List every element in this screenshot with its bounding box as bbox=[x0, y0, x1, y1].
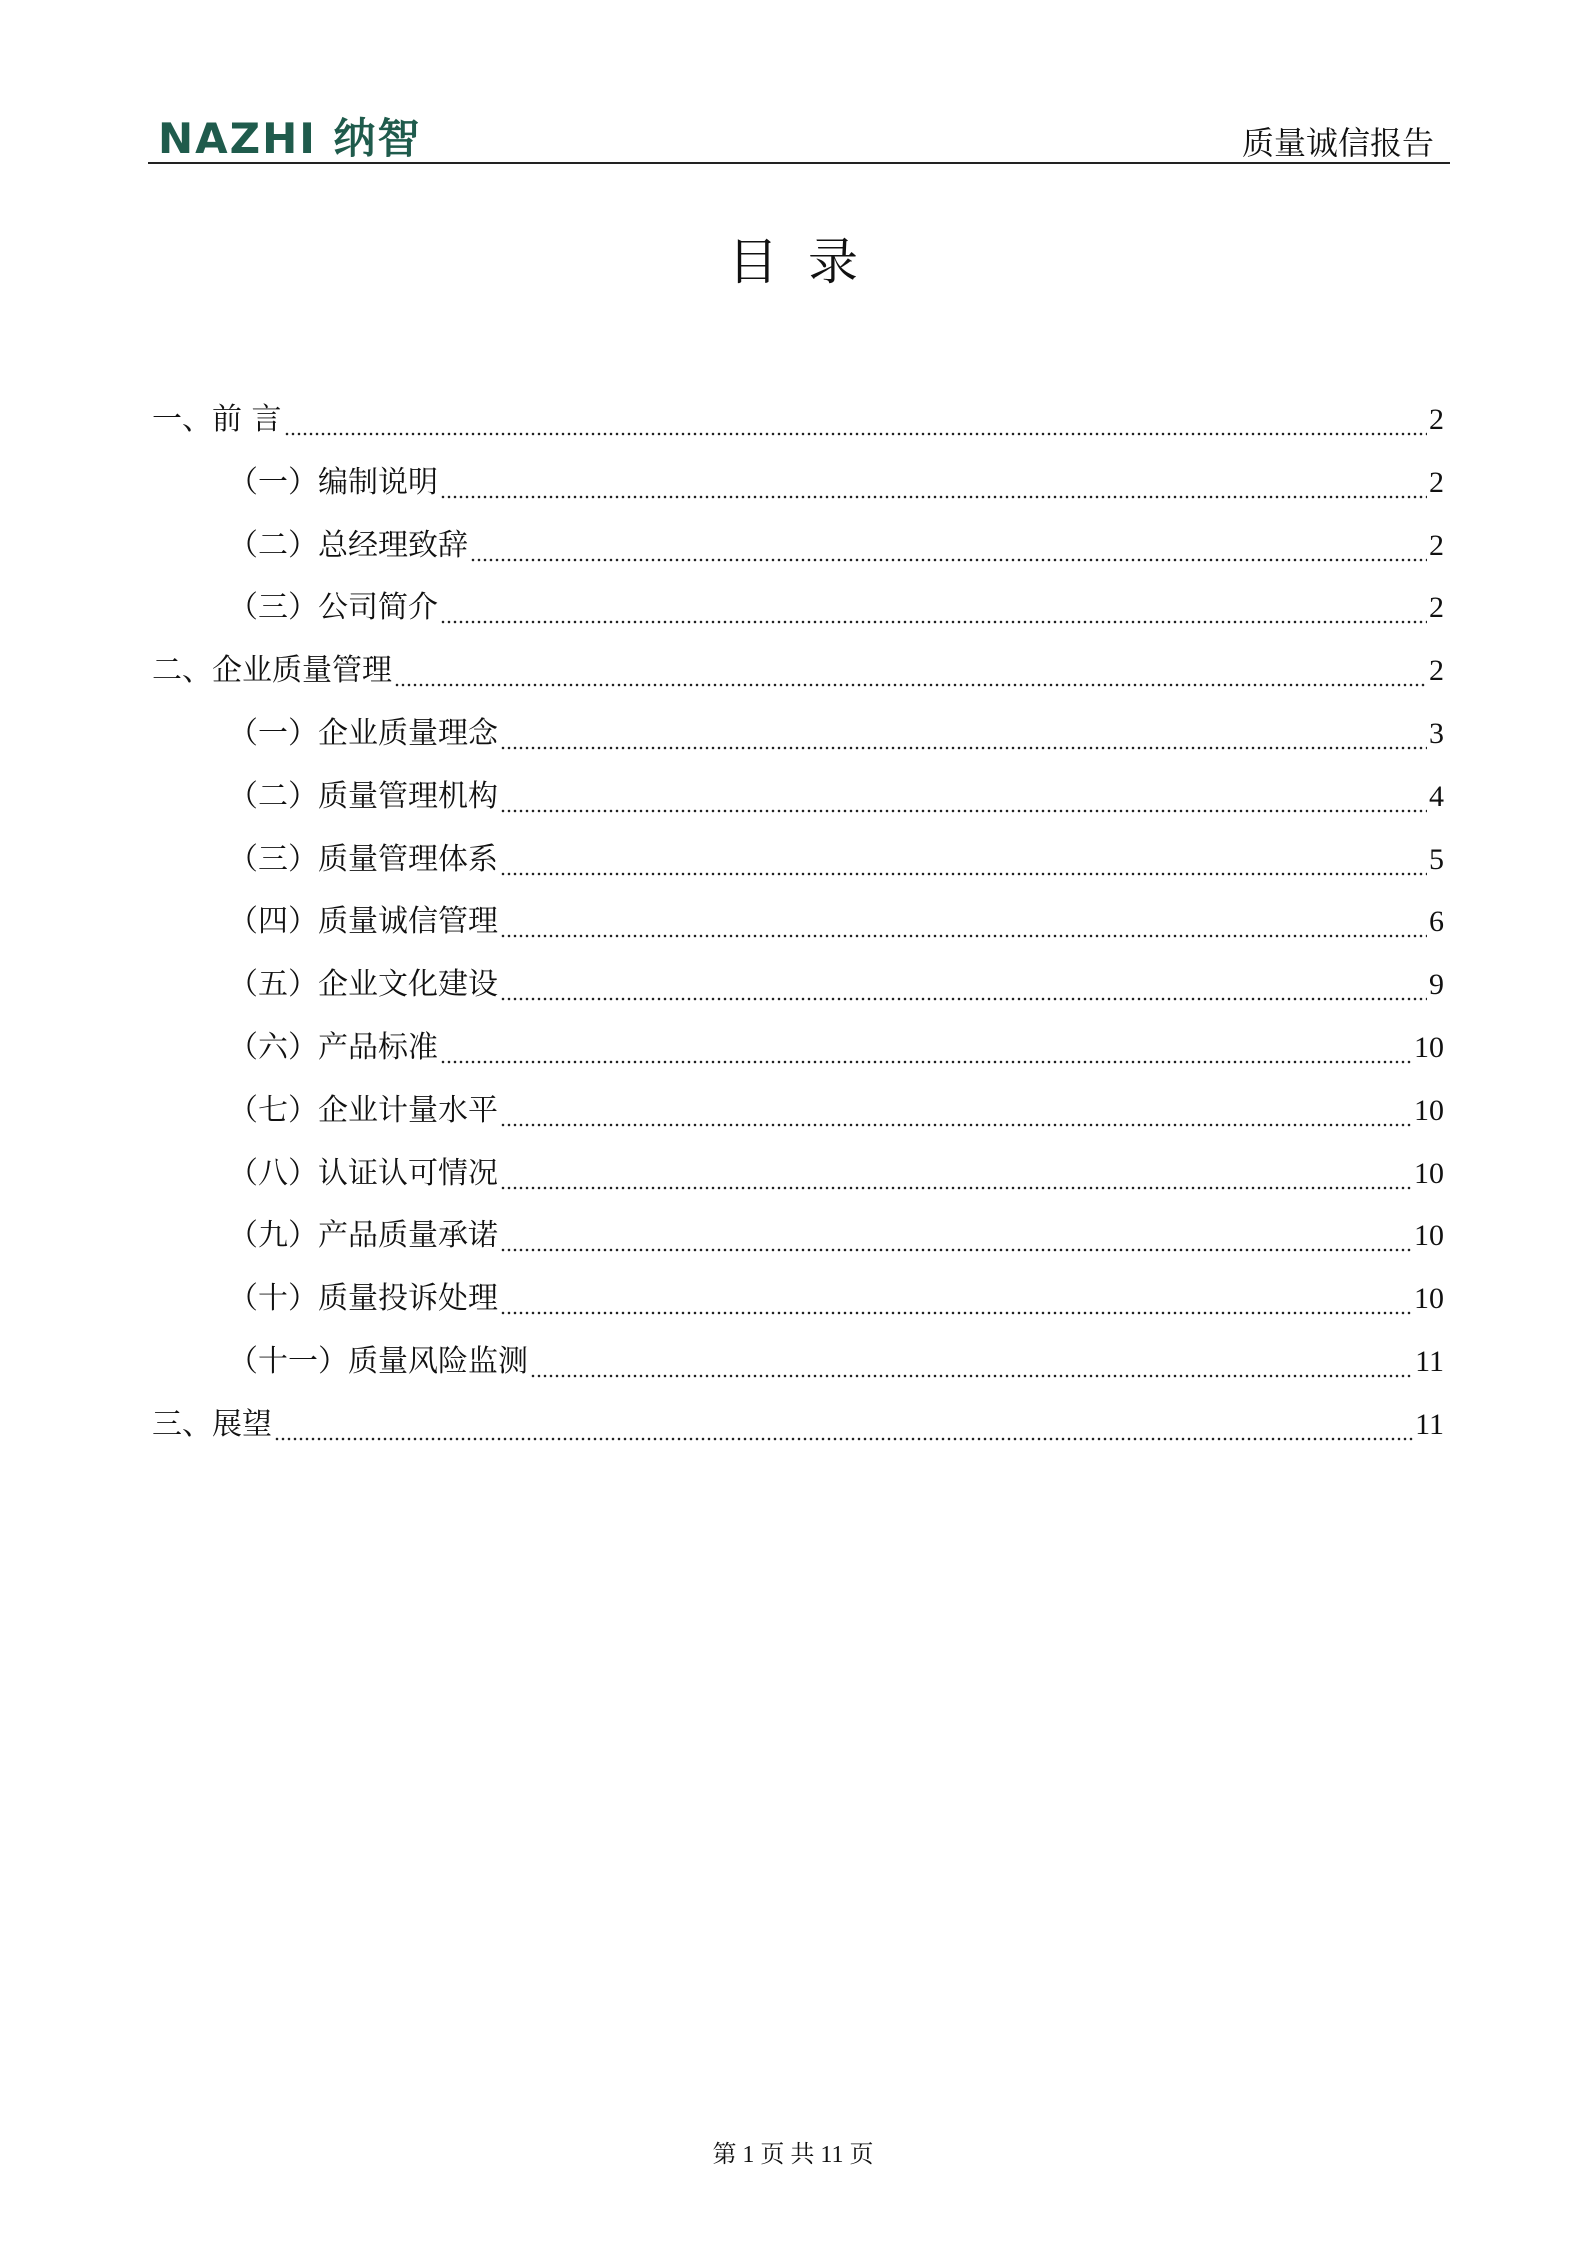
toc-entry-page-number: 5 bbox=[1429, 843, 1444, 876]
toc-entry-page-number: 10 bbox=[1414, 1094, 1444, 1127]
toc-entry-label: （十）质量投诉处理 bbox=[228, 1281, 498, 1316]
toc-entry-label: （四）质量诚信管理 bbox=[228, 904, 498, 939]
toc-entry-page-number: 2 bbox=[1429, 403, 1444, 436]
toc-entry[interactable] bbox=[228, 900, 1444, 944]
toc-entry-label: （一）企业质量理念 bbox=[228, 716, 498, 751]
page-header bbox=[148, 100, 1450, 164]
toc-dot-leader bbox=[500, 712, 1427, 756]
toc-entry[interactable] bbox=[228, 775, 1444, 819]
toc-entry[interactable] bbox=[228, 1340, 1444, 1384]
toc-entry[interactable] bbox=[228, 586, 1444, 630]
toc-entry[interactable] bbox=[228, 963, 1444, 1007]
toc-entry-label: （六）产品标准 bbox=[228, 1030, 438, 1065]
toc-entry[interactable] bbox=[152, 398, 1444, 442]
toc-dot-leader bbox=[440, 1026, 1412, 1070]
toc-entry-page-number: 4 bbox=[1429, 780, 1444, 813]
toc-entry[interactable] bbox=[228, 461, 1444, 505]
toc-dot-leader bbox=[470, 524, 1427, 568]
toc-entry-page-number: 10 bbox=[1414, 1282, 1444, 1315]
toc-dot-leader bbox=[530, 1340, 1413, 1384]
toc-entry-page-number: 6 bbox=[1429, 905, 1444, 938]
toc-dot-leader bbox=[500, 963, 1427, 1007]
toc-dot-leader bbox=[284, 398, 1427, 442]
toc-entry[interactable] bbox=[228, 1277, 1444, 1321]
toc-entry-label: （三）公司简介 bbox=[228, 590, 438, 625]
toc-entry-label: （十一）质量风险监测 bbox=[228, 1344, 528, 1379]
toc-entry-label: 一、前 言 bbox=[152, 402, 282, 437]
toc-entry-label: （八）认证认可情况 bbox=[228, 1156, 498, 1191]
toc-entry-label: 三、展望 bbox=[152, 1407, 272, 1442]
toc-entry-page-number: 2 bbox=[1429, 466, 1444, 499]
toc-entry-label: （五）企业文化建设 bbox=[228, 967, 498, 1002]
toc-entry-label: （二）质量管理机构 bbox=[228, 779, 498, 814]
toc-dot-leader bbox=[440, 461, 1427, 505]
toc-entry[interactable] bbox=[228, 524, 1444, 568]
toc-entry-page-number: 11 bbox=[1415, 1408, 1444, 1441]
toc-entry-label: （一）编制说明 bbox=[228, 465, 438, 500]
toc-entry-page-number: 3 bbox=[1429, 717, 1444, 750]
toc-entry-page-number: 11 bbox=[1415, 1345, 1444, 1378]
toc-dot-leader bbox=[274, 1403, 1413, 1447]
toc-entry-page-number: 10 bbox=[1414, 1031, 1444, 1064]
toc-entry-label: 二、企业质量管理 bbox=[152, 653, 392, 688]
toc-dot-leader bbox=[500, 1214, 1412, 1258]
toc-entry-label: （二）总经理致辞 bbox=[228, 528, 468, 563]
toc-entry[interactable] bbox=[228, 712, 1444, 756]
toc-entry-page-number: 9 bbox=[1429, 968, 1444, 1001]
toc-entry-page-number: 2 bbox=[1429, 591, 1444, 624]
toc-dot-leader bbox=[500, 1089, 1412, 1133]
page-footer: 第 1 页 共 11 页 bbox=[712, 2142, 874, 2168]
company-logo: NAZHI 纳智 bbox=[158, 114, 422, 163]
toc-entry[interactable] bbox=[228, 1026, 1444, 1070]
toc-dot-leader bbox=[394, 649, 1427, 693]
toc-entry-page-number: 2 bbox=[1429, 529, 1444, 562]
toc-dot-leader bbox=[500, 1152, 1412, 1196]
toc-dot-leader bbox=[500, 775, 1427, 819]
toc-dot-leader bbox=[500, 1277, 1412, 1321]
toc-dot-leader bbox=[500, 838, 1427, 882]
toc-entry-label: （七）企业计量水平 bbox=[228, 1093, 498, 1128]
toc-entry-page-number: 2 bbox=[1429, 654, 1444, 687]
toc-entry-page-number: 10 bbox=[1414, 1219, 1444, 1252]
toc-entry-page-number: 10 bbox=[1414, 1157, 1444, 1190]
toc-entry[interactable] bbox=[228, 838, 1444, 882]
header-title: 质量诚信报告 bbox=[1241, 124, 1434, 162]
toc-entry[interactable] bbox=[228, 1089, 1444, 1133]
toc-title: 目录 bbox=[728, 233, 888, 291]
toc-entry[interactable] bbox=[152, 649, 1444, 693]
toc-entry-label: （九）产品质量承诺 bbox=[228, 1218, 498, 1253]
toc-entry-label: （三）质量管理体系 bbox=[228, 842, 498, 877]
toc-entry[interactable] bbox=[228, 1152, 1444, 1196]
toc-entry[interactable] bbox=[228, 1214, 1444, 1258]
toc-dot-leader bbox=[500, 900, 1427, 944]
toc-dot-leader bbox=[440, 586, 1427, 630]
toc-entry[interactable] bbox=[152, 1403, 1444, 1447]
